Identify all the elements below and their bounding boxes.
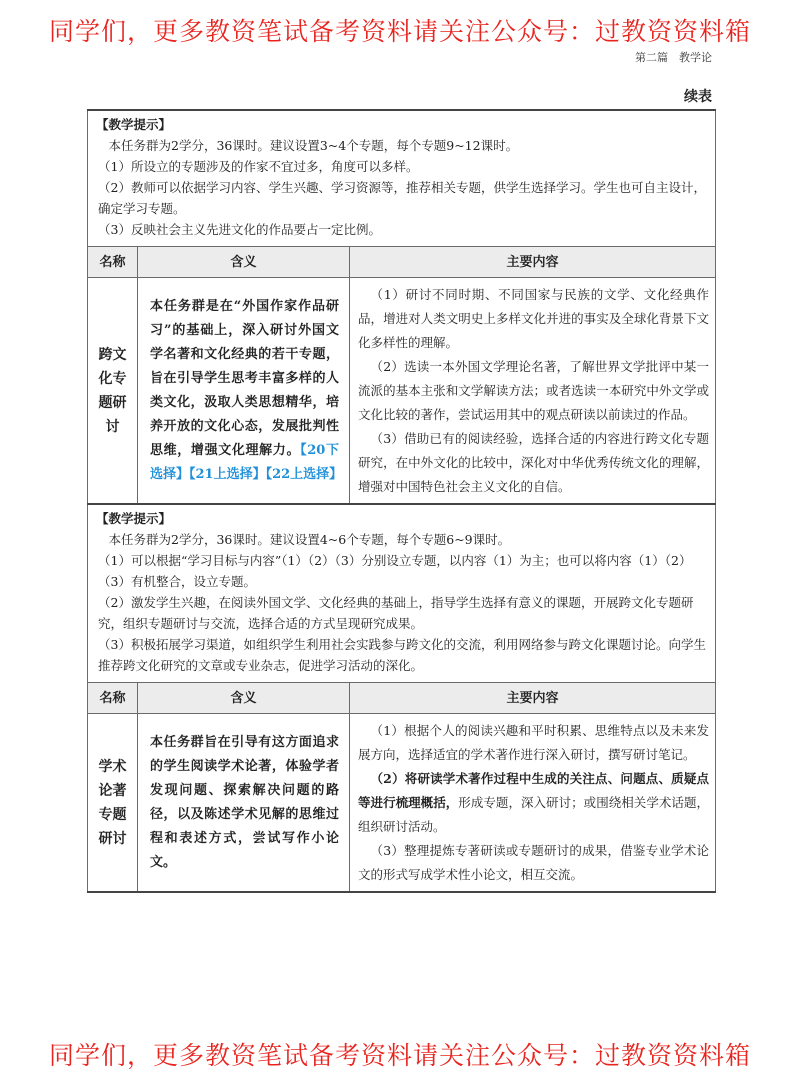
column-header-meaning: 含义 xyxy=(138,247,350,278)
curriculum-table xyxy=(87,109,716,893)
column-header-row xyxy=(88,247,716,278)
content-item: （1）研讨不同时期、不同国家与民族的文学、文化经典作品，增进对人类文明史上多样文化并进的事实及全球化背景下文化多样性的理解。 xyxy=(358,287,710,350)
chapter-header: 第二篇 教学论 xyxy=(635,51,712,64)
content-item: （3）整理提炼专著研读或专题研讨的成果，借鉴专业学术论文的形式写成学术性小论文，相互交流。 xyxy=(358,843,710,882)
hint-line: 本任务群为2学分，36课时。建议设置3~4个专题，每个专题9~12课时。 xyxy=(108,138,519,153)
task-content xyxy=(350,278,716,505)
hint-line: （1）所设立的专题涉及的作家不宜过多，角度可以多样。 xyxy=(98,159,419,174)
task-meaning: 本任务群旨在引导有这方面追求的学生阅读学术论著，体验学者发现问题、探索解决问题的路径，以及陈述学术见解的思维过程和表述方式，尝试写作小论文。 xyxy=(138,714,350,893)
column-header-content: 主要内容 xyxy=(350,683,716,714)
hint-title: 【教学提示】 xyxy=(96,117,172,132)
hint-line: （3）反映社会主义先进文化的作品要占一定比例。 xyxy=(98,222,381,237)
promo-banner-top: 同学们，更多教资笔试备考资料请关注公众号：过教资资料箱 xyxy=(48,17,751,46)
task-meaning xyxy=(138,278,350,505)
hint-line: （2）教师可以依据学习内容、学生兴趣、学习资源等，推荐相关专题，供学生选择学习。学生也可自主设计，确定学习专题。 xyxy=(98,180,706,216)
task-meaning-text: 本任务群是在“外国作家作品研习”的基础上，深入研讨外国文学名著和文化经典的若干专题，旨在引导学生思考丰富多样的人类文化，汲取人类思想精华，培养开放的文化心态，发展批判性思维，增强文化理解力。 xyxy=(150,298,339,458)
task-name: 跨文化专题研讨 xyxy=(88,278,138,505)
teaching-hint-1 xyxy=(88,110,716,247)
hint-line: （1）可以根据“学习目标与内容”（1）（2）（3）分别设立专题，以内容（1）为主；也可以将内容（1）（2）（3）有机整合，设立专题。 xyxy=(98,553,692,589)
hint-line: （2）激发学生兴趣，在阅读外国文学、文化经典的基础上，指导学生选择有意义的课题，开展跨文化专题研究，组织专题研讨与交流，选择合适的方式呈现研究成果。 xyxy=(98,595,694,631)
hint-line: 本任务群为2学分，36课时。建议设置4~6个专题，每个专题6~9课时。 xyxy=(108,532,511,547)
task-content xyxy=(350,714,716,893)
content-emphasis: （2）将研读学术著作过程中生成的关注点、问题点、质疑点等进行梳理概括， xyxy=(358,771,710,810)
task-row-academic xyxy=(88,714,716,893)
column-header-meaning: 含义 xyxy=(138,683,350,714)
exam-references: 【20下选择】【21上选择】【22上选择】 xyxy=(150,442,343,482)
column-header-name: 名称 xyxy=(88,683,138,714)
column-header-content: 主要内容 xyxy=(350,247,716,278)
hint-title: 【教学提示】 xyxy=(96,511,172,526)
content-rest: 形成专题，深入研讨；或围绕相关学术话题，组织研讨活动。 xyxy=(358,795,709,834)
column-header-row xyxy=(88,683,716,714)
task-row-cross-culture xyxy=(88,278,716,505)
hint-row-2 xyxy=(88,504,716,683)
content-item: （1）根据个人的阅读兴趣和平时积累、思维特点以及未来发展方向，选择适宜的学术著作进行深入研讨，撰写研讨笔记。 xyxy=(358,723,710,762)
content-item: （2）选读一本外国文学理论名著，了解世界文学批评中某一流派的基本主张和文学解读方法；或者选读一本研究中外文学或文化比较的著作，尝试运用其中的观点研读以前读过的作品。 xyxy=(358,359,710,422)
column-header-name: 名称 xyxy=(88,247,138,278)
promo-banner-bottom: 同学们，更多教资笔试备考资料请关注公众号：过教资资料箱 xyxy=(48,1041,751,1070)
task-name: 学术论著专题研讨 xyxy=(88,714,138,893)
hint-row-1 xyxy=(88,110,716,247)
content-item xyxy=(358,767,709,839)
teaching-hint-2 xyxy=(88,504,716,683)
continued-label: 续表 xyxy=(684,89,712,105)
content-item: （3）借助已有的阅读经验，选择合适的内容进行跨文化专题研究，在中外文化的比较中，深化对中华优秀传统文化的理解，增强对中国特色社会主义文化的自信。 xyxy=(358,431,710,494)
hint-line: （3）积极拓展学习渠道，如组织学生利用社会实践参与跨文化的交流，利用网络参与跨文化课题讨论。向学生推荐跨文化研究的文章或专业杂志，促进学习活动的深化。 xyxy=(98,637,706,673)
